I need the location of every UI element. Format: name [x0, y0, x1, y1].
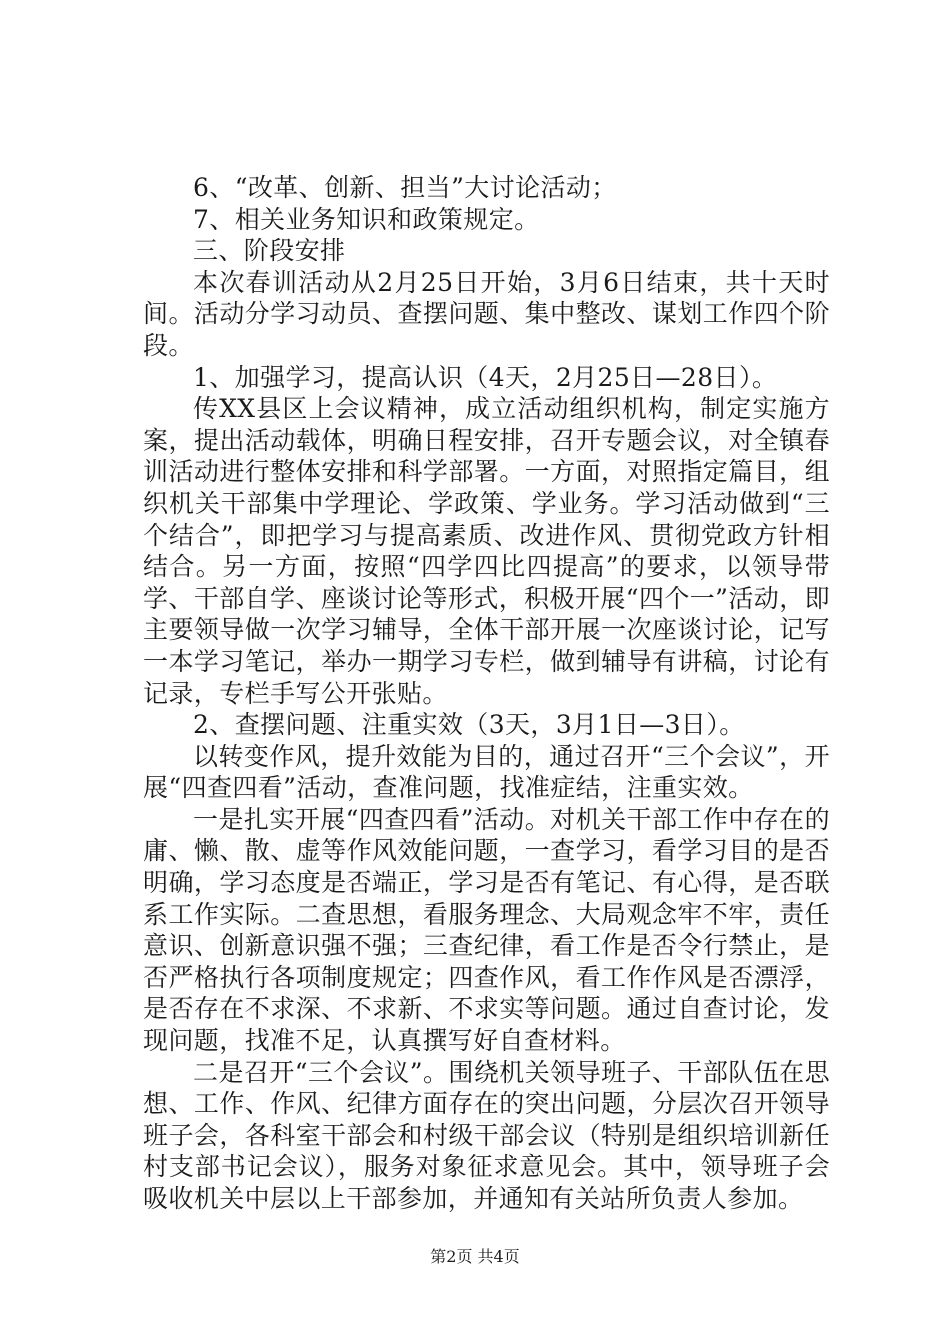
paragraph-four-checks: 一是扎实开展“四查四看”活动。对机关干部工作中存在的庸、懒、散、虚等作风效能问题，一查学习，看学习目的是否明确，学习态度是否端正，学习是否有笔记、有心得，是否联系工作实际。二查思想，看服务理念、大局观念牢不牢，责任意识、创新意识强不强；三查纪律，看工作是否令行禁止，是否严格执行各项制度规定；四查作风，看工作作风是否漂浮，是否存在不求深、不求新、不求实等问题。通过自查讨论，发现问题，找准不足，认真撰写好自查材料。: [143, 804, 830, 1056]
subheading-phase-1: 1、加强学习，提高认识（4天，2月25日—28日）。: [193, 362, 778, 392]
paragraph-phase-1-body: 传XX县区上会议精神，成立活动组织机构，制定实施方案，提出活动载体，明确日程安排，召开专题会议，对全镇春训活动进行整体安排和科学部署。一方面，对照指定篇目，组织机关干部集中学理论、学政策、学业务。学习活动做到“三个结合”，即把学习与提高素质、改进作风、贯彻党政方针相结合。另一方面，按照“四学四比四提高”的要求，以领导带学、干部自学、座谈讨论等形式，积极开展“四个一”活动，即主要领导做一次学习辅导，全体干部开展一次座谈讨论，记写一本学习笔记，举办一期学习专栏，做到辅导有讲稿，讨论有记录，专栏手写公开张贴。: [143, 394, 830, 708]
subheading-phase-2: 2、查摆问题、注重实效（3天，3月1日—3日）。: [193, 710, 745, 740]
document-body: [143, 172, 830, 1215]
paragraph-item-7: 7、相关业务知识和政策规定。: [193, 204, 540, 234]
paragraph-three-meetings: 二是召开“三个会议”。围绕机关领导班子、干部队伍在思想、工作、作风、纪律方面存在的突出问题，分层次召开领导班子会，各科室干部会和村级干部会议（特别是组织培训新任村支部书记会议），服务对象征求意见会。其中，领导班子会吸收机关中层以上干部参加，并通知有关站所负责人参加。: [143, 1057, 830, 1213]
paragraph-item-6: 6、“改革、创新、担当”大讨论活动；: [193, 173, 617, 202]
section-heading-schedule: 三、阶段安排: [193, 236, 346, 266]
page-footer: 第2页 共4页: [430, 1247, 520, 1266]
paragraph-schedule-overview: 本次春训活动从2月25日开始，3月6日结束，共十天时间。活动分学习动员、查摆问题、集中整改、谋划工作四个阶段。: [143, 267, 830, 360]
paragraph-phase-2-intro: 以转变作风，提升效能为目的，通过召开“三个会议”，开展“四查四看”活动，查准问题，找准症结，注重实效。: [143, 741, 830, 803]
